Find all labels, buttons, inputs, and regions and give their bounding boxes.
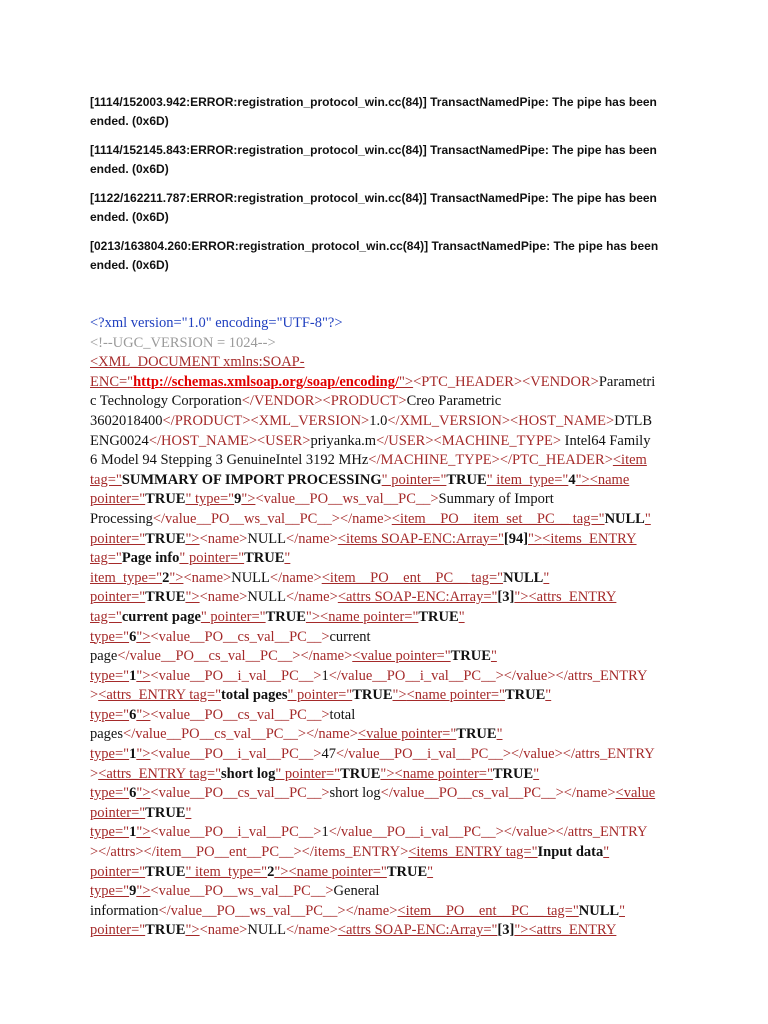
xml-segment: <name pointer=": [320, 608, 419, 625]
xml-segment: NULL: [578, 902, 620, 919]
xml-line: [90, 765, 680, 785]
xml-segment: ">: [528, 530, 543, 547]
xml-line: [90, 353, 680, 373]
xml-segment: DTLB: [614, 412, 653, 429]
xml-segment: TRUE: [145, 804, 186, 821]
xml-segment: <name pointer=": [406, 687, 505, 704]
xml-segment: ": [603, 844, 610, 861]
xml-segment: </XML_VERSION><HOST_NAME>: [387, 412, 615, 429]
xml-segment: page: [90, 648, 118, 665]
xml-segment: ">: [514, 589, 529, 606]
xml-line: [90, 823, 680, 843]
xml-segment: short log: [221, 765, 276, 782]
xml-segment: 2: [162, 569, 170, 586]
xml-segment: <attrs_ENTRY: [528, 922, 617, 939]
xml-segment: Creo Parametric: [406, 393, 502, 410]
xml-segment: ENG0024: [90, 432, 149, 449]
xml-segment: TRUE: [145, 922, 186, 939]
xml-segment: Intel64 Family: [561, 432, 651, 449]
xml-segment: <name>: [199, 589, 248, 606]
xml-segment: NULL: [604, 510, 645, 527]
xml-segment: current page: [121, 608, 201, 625]
xml-segment: <name>: [199, 530, 248, 547]
xml-segment: 3602018400: [90, 412, 163, 429]
xml-line: [90, 706, 680, 726]
xml-segment: " pointer=": [381, 471, 447, 488]
xml-segment: TRUE: [145, 863, 186, 880]
xml-segment: type=": [90, 628, 130, 645]
xml-segment: TRUE: [265, 608, 306, 625]
xml-segment: <name pointer=": [288, 863, 387, 880]
xml-segment: ">: [136, 667, 151, 684]
xml-line: [90, 490, 680, 510]
xml-segment: </HOST_NAME><USER>: [148, 432, 311, 449]
xml-segment: <!--UGC_VERSION = 1024-->: [90, 334, 276, 351]
xml-segment: <attrs SOAP-ENC:Array=": [337, 922, 498, 939]
xml-segment: priyanka.m: [310, 432, 377, 449]
xml-segment: ">: [136, 785, 151, 802]
xml-segment: <attrs SOAP-ENC:Array=": [337, 589, 498, 606]
xml-segment: Summary of Import: [438, 491, 554, 508]
xml-segment: <value__PO__i_val__PC__>: [150, 667, 322, 684]
xml-segment: ">: [185, 589, 200, 606]
xml-segment: NULL: [247, 530, 287, 547]
xml-segment: </PRODUCT><XML_VERSION>: [162, 412, 370, 429]
xml-segment: ": [284, 550, 291, 567]
xml-segment: pointer=": [90, 530, 146, 547]
xml-segment: TRUE: [456, 726, 497, 743]
xml-segment: <name>: [199, 922, 248, 939]
xml-segment: 6 Model 94 Stepping 3 GenuineIntel 3192 MHz: [90, 452, 369, 469]
xml-line: [90, 373, 680, 393]
xml-segment: <items_ENTRY tag=": [408, 844, 538, 861]
xml-line: [90, 432, 680, 452]
xml-segment: current: [329, 628, 371, 645]
xml-segment: 4: [568, 471, 576, 488]
xml-segment: ">: [380, 765, 395, 782]
xml-segment: 9: [129, 883, 137, 900]
xml-segment: </name>: [269, 569, 322, 586]
xml-line: [90, 628, 680, 648]
xml-line: [90, 549, 680, 569]
xml-line: [90, 451, 680, 471]
xml-segment: tag=": [90, 471, 122, 488]
xml-segment: Input data: [537, 844, 604, 861]
log-line: ended. (0x6D): [90, 210, 169, 224]
xml-segment: Page info: [121, 550, 180, 567]
xml-segment: <name>: [183, 569, 232, 586]
xml-segment: NULL: [231, 569, 270, 586]
xml-segment: ">: [136, 706, 151, 723]
xml-segment: short log: [329, 785, 381, 802]
xml-segment: <name: [589, 471, 630, 488]
xml-line: [90, 412, 680, 432]
xml-segment: " item_type=": [185, 863, 268, 880]
xml-segment: TRUE: [446, 471, 487, 488]
log-entry: [90, 237, 660, 275]
xml-segment: pointer=": [90, 922, 146, 939]
xml-segment: TRUE: [145, 491, 186, 508]
xml-segment: c Technology Corporation: [90, 393, 242, 410]
xml-segment: type=": [90, 706, 130, 723]
xml-segment: <value__PO__cs_val__PC__>: [150, 628, 330, 645]
xml-line: [90, 745, 680, 765]
xml-segment: >: [90, 765, 99, 782]
log-line: ended. (0x6D): [90, 114, 169, 128]
xml-segment: ">: [398, 373, 414, 390]
xml-segment: 1: [321, 667, 329, 684]
xml-segment: ": [644, 510, 651, 527]
xml-segment: </value__PO__ws_val__PC__></name>: [158, 902, 398, 919]
xml-segment: ></attrs></item__PO__ent__PC__></items_ENTRY>: [90, 844, 409, 861]
xml-segment: " pointer=": [200, 608, 266, 625]
log-line: [1122/162211.787:ERROR:registration_protocol_win.cc(84)] TransactNamedPipe: The pipe has been: [90, 191, 657, 205]
log-line: ended. (0x6D): [90, 258, 169, 272]
xml-segment: </VENDOR><PRODUCT>: [241, 393, 407, 410]
xml-segment: ": [543, 569, 550, 586]
xml-segment: tag=": [90, 608, 122, 625]
xml-line: [90, 725, 680, 745]
xml-segment: </name>: [286, 530, 338, 547]
xml-segment: " pointer=": [275, 765, 341, 782]
xml-segment: [3]: [497, 589, 515, 606]
xml-segment: TRUE: [504, 687, 546, 704]
xml-segment: " item_type=": [486, 471, 569, 488]
xml-segment: [94]: [503, 530, 529, 547]
xml-line: [90, 843, 680, 863]
xml-segment: pages: [90, 726, 124, 743]
xml-segment: NULL: [503, 569, 544, 586]
xml-line: [90, 667, 680, 687]
xml-segment: tag=": [90, 550, 122, 567]
xml-segment: <attrs_ENTRY: [528, 589, 617, 606]
xml-segment: <value__PO__i_val__PC__>: [150, 746, 322, 763]
xml-segment: ">: [305, 608, 321, 625]
xml-segment: ">: [575, 471, 590, 488]
xml-segment: ": [496, 726, 503, 743]
xml-segment: <item: [612, 452, 647, 469]
xml-segment: type=": [90, 824, 130, 841]
xml-line: [90, 314, 680, 334]
xml-segment: 47: [321, 746, 336, 763]
xml-segment: TRUE: [352, 687, 393, 704]
xml-line: [90, 902, 680, 922]
xml-line: [90, 804, 680, 824]
xml-segment: information: [90, 902, 159, 919]
xml-line: [90, 921, 680, 941]
xml-segment: </value__PO__cs_val__PC__></name>: [123, 726, 358, 743]
xml-line: [90, 510, 680, 530]
xml-segment: <PTC_HEADER><VENDOR>: [413, 373, 599, 390]
xml-segment: ">: [169, 569, 184, 586]
xml-segment: 6: [129, 706, 137, 723]
xml-segment: ": [458, 608, 465, 625]
xml-segment: " pointer=": [287, 687, 353, 704]
xml-segment: pointer=": [90, 589, 146, 606]
xml-segment: ">: [241, 491, 256, 508]
xml-segment: <attrs_ENTRY tag=": [98, 765, 222, 782]
xml-segment: <value: [615, 785, 656, 802]
xml-segment: TRUE: [244, 550, 285, 567]
xml-segment: <value__PO__cs_val__PC__>: [150, 706, 330, 723]
xml-segment: TRUE: [145, 589, 186, 606]
xml-segment: ": [427, 863, 434, 880]
xml-segment: <value__PO__cs_val__PC__>: [150, 785, 330, 802]
xml-segment: <item__PO__item_set__PC__ tag=": [391, 510, 605, 527]
xml-segment: 6: [129, 785, 137, 802]
xml-segment: 1: [129, 746, 137, 763]
log-line: [0213/163804.260:ERROR:registration_protocol_win.cc(84)] TransactNamedPipe: The pipe has been: [90, 239, 659, 253]
xml-segment: type=": [90, 883, 130, 900]
xml-segment: <attrs_ENTRY tag=": [98, 687, 222, 704]
xml-line: [90, 784, 680, 804]
xml-segment: <value__PO__i_val__PC__>: [150, 824, 322, 841]
xml-segment: TRUE: [340, 765, 381, 782]
xml-segment: TRUE: [492, 765, 534, 782]
xml-segment: </value__PO__cs_val__PC__></name>: [117, 648, 353, 665]
xml-segment: ENC=": [90, 373, 134, 390]
xml-line: [90, 334, 680, 354]
xml-segment: ">: [274, 863, 289, 880]
log-line: [1114/152145.843:ERROR:registration_protocol_win.cc(84)] TransactNamedPipe: The pipe has been: [90, 143, 657, 157]
xml-segment: </value__PO__cs_val__PC__></name>: [380, 785, 616, 802]
log-entry: [90, 141, 660, 179]
xml-segment: TRUE: [418, 608, 459, 625]
xml-segment: <value pointer=": [357, 726, 457, 743]
log-entry: [90, 189, 660, 227]
xml-segment: ": [490, 648, 497, 665]
xml-segment: Parametri: [598, 373, 656, 390]
xml-segment: ">: [185, 530, 200, 547]
xml-segment: ">: [136, 746, 151, 763]
xml-segment: type=": [90, 746, 130, 763]
xml-segment: 1.0: [369, 412, 388, 429]
xml-segment: 1: [321, 824, 329, 841]
xml-line: [90, 686, 680, 706]
xml-segment: Processing: [90, 510, 153, 527]
xml-segment: type=": [90, 667, 130, 684]
xml-segment: SUMMARY OF IMPORT PROCESSING: [121, 471, 382, 488]
xml-segment: </value__PO__ws_val__PC__></name>: [152, 510, 392, 527]
xml-segment: total pages: [221, 687, 288, 704]
xml-segment: pointer=": [90, 804, 146, 821]
xml-segment: <item__PO__ent__PC__ tag=": [321, 569, 504, 586]
xml-segment: General: [333, 883, 380, 900]
xml-line: [90, 863, 680, 883]
xml-segment: </MACHINE_TYPE></PTC_HEADER>: [368, 452, 613, 469]
xml-segment: </value__PO__i_val__PC__></value></attrs_ENTRY: [328, 667, 648, 684]
xml-segment: pointer=": [90, 863, 146, 880]
xml-segment: " pointer=": [179, 550, 245, 567]
xml-segment: <value__PO__ws_val__PC__>: [255, 491, 439, 508]
xml-segment: <XML_DOCUMENT xmlns:SOAP-: [90, 354, 305, 371]
xml-segment: </value__PO__i_val__PC__></value></attrs_ENTRY: [328, 824, 648, 841]
xml-segment: <value pointer=": [352, 648, 451, 665]
xml-segment: 1: [129, 824, 137, 841]
xml-segment: 1: [129, 667, 137, 684]
log-line: [1114/152003.942:ERROR:registration_protocol_win.cc(84)] TransactNamedPipe: The pipe has been: [90, 95, 657, 109]
xml-segment: NULL: [247, 589, 287, 606]
xml-segment: <items SOAP-ENC:Array=": [337, 530, 504, 547]
xml-segment: 9: [234, 491, 242, 508]
xml-line: [90, 471, 680, 491]
xml-segment[interactable]: http://schemas.xmlsoap.org/soap/encoding/: [133, 373, 399, 390]
xml-segment: <value__PO__ws_val__PC__>: [150, 883, 334, 900]
xml-segment: " type=": [185, 491, 235, 508]
xml-line: [90, 608, 680, 628]
xml-document: [90, 314, 680, 941]
xml-segment: ": [185, 804, 192, 821]
xml-segment: 6: [129, 628, 137, 645]
xml-line: [90, 647, 680, 667]
xml-line: [90, 569, 680, 589]
xml-segment: <?xml version="1.0" encoding="UTF-8"?>: [90, 315, 343, 331]
xml-segment: <items_ENTRY: [542, 530, 637, 547]
xml-segment: TRUE: [145, 530, 186, 547]
xml-segment: </name>: [286, 922, 338, 939]
xml-segment: item_type=": [90, 569, 163, 586]
xml-segment: 2: [267, 863, 275, 880]
xml-line: [90, 882, 680, 902]
xml-segment: ">: [185, 922, 200, 939]
log-line: ended. (0x6D): [90, 162, 169, 176]
xml-segment: </USER><MACHINE_TYPE>: [376, 432, 562, 449]
xml-segment: </value__PO__i_val__PC__></value></attrs_ENTRY: [335, 746, 655, 763]
xml-segment: total: [329, 706, 356, 723]
xml-segment: ">: [136, 628, 151, 645]
xml-segment: ": [545, 687, 552, 704]
xml-segment: [3]: [497, 922, 515, 939]
xml-segment: ">: [392, 687, 407, 704]
xml-segment: >: [90, 687, 99, 704]
xml-line: [90, 392, 680, 412]
xml-segment: pointer=": [90, 491, 146, 508]
xml-segment: TRUE: [386, 863, 428, 880]
xml-segment: ">: [514, 922, 529, 939]
xml-segment: type=": [90, 785, 130, 802]
xml-line: [90, 530, 680, 550]
xml-segment: <item__PO__ent__PC__ tag=": [397, 902, 579, 919]
xml-line: [90, 588, 680, 608]
xml-segment: ": [533, 765, 540, 782]
xml-segment: <name pointer=": [394, 765, 493, 782]
xml-segment: TRUE: [450, 648, 491, 665]
xml-segment: NULL: [247, 922, 287, 939]
xml-segment: </name>: [286, 589, 338, 606]
log-entry: [90, 93, 660, 131]
xml-segment: ": [619, 902, 625, 919]
xml-segment: ">: [136, 883, 151, 900]
xml-segment: ">: [136, 824, 151, 841]
